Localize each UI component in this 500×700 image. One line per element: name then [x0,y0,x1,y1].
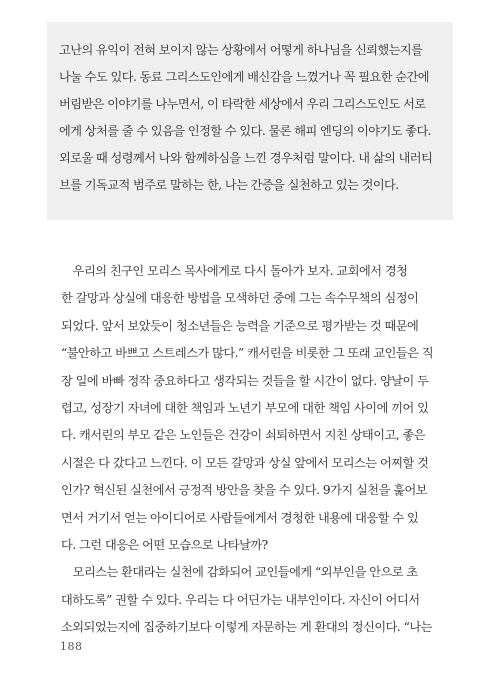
body-line: 렵고, 성장기 자녀에 대한 책임과 노년기 부모에 대한 책임 사이에 끼어 있 [61,401,429,416]
body-line: “불안하고 바쁘고 스트레스가 많다.” 캐서린을 비롯한 그 또래 교인들은 직 [61,346,434,361]
body-line: 시절은 다 갔다고 느낀다. 이 모든 갈망과 상실 앞에서 모리스는 어찌할 것 [61,455,429,470]
body-line: 모리스는 환대라는 실천에 감화되어 교인들에게 “외부인을 안으로 초 [61,565,418,580]
callout-box [47,22,453,220]
callout-line: 브를 기독교적 범주로 말하는 한, 나는 간증을 실천하고 있는 것이다. [59,178,399,192]
callout-line: 나눌 수도 있다. 동료 그리스도인에게 배신감을 느꼈거나 꼭 필요한 순간에 [59,70,429,84]
body-line: 한 갈망과 상실에 대응한 방법을 모색하던 중에 그는 속수무책의 심정이 [61,291,419,306]
callout-line: 버림받은 이야기를 나누면서, 이 타락한 세상에서 우리 그리스도인도 서로 [59,97,426,111]
body-text [61,258,441,642]
callout-line: 에게 상처를 줄 수 있음을 인정할 수 있다. 물론 해피 엔딩의 이야기도 좋다. [59,124,432,138]
body-line: 되었다. 앞서 보았듯이 청소년들은 능력을 기준으로 평가받는 것 때문에 [61,318,419,333]
body-line: 우리의 친구인 모리스 목사에게로 다시 돌아가 보자. 교회에서 경청 [61,264,408,278]
page-number: 188 [60,640,83,653]
body-line: 장 일에 바빠 정작 중요하다고 생각되는 것들을 할 시간이 없다. 양날이 두 [61,373,429,388]
body-line: 소외되었는지에 집중하기보다 이렇게 자문하는 게 환대의 정신이다. “나는 [61,620,432,635]
body-line: 다. 캐서린의 부모 같은 노인들은 건강이 쇠퇴하면서 지친 상태이고, 좋은 [61,428,426,443]
body-line: 다. 그런 대응은 어떤 모습으로 나타날까? [61,538,268,553]
body-line: 면서 거기서 얻는 아이디어로 사람들에게서 경청한 내용에 대응할 수 있 [61,510,419,525]
body-line: 인가? 혁신된 실천에서 긍정적 방안을 찾을 수 있다. 9가지 실천을 훑어보 [61,483,428,498]
body-line: 대하도록” 권할 수 있다. 우리는 다 어딘가는 내부인이다. 자신이 어디서 [61,592,420,607]
callout-line: 외로울 때 성령께서 나와 함께하심을 느낀 경우처럼 말이다. 내 삶의 내러티 [59,151,433,165]
callout-line: 고난의 유익이 전혀 보이지 않는 상황에서 어떻게 하나님을 신뢰했는지를 [59,43,423,57]
